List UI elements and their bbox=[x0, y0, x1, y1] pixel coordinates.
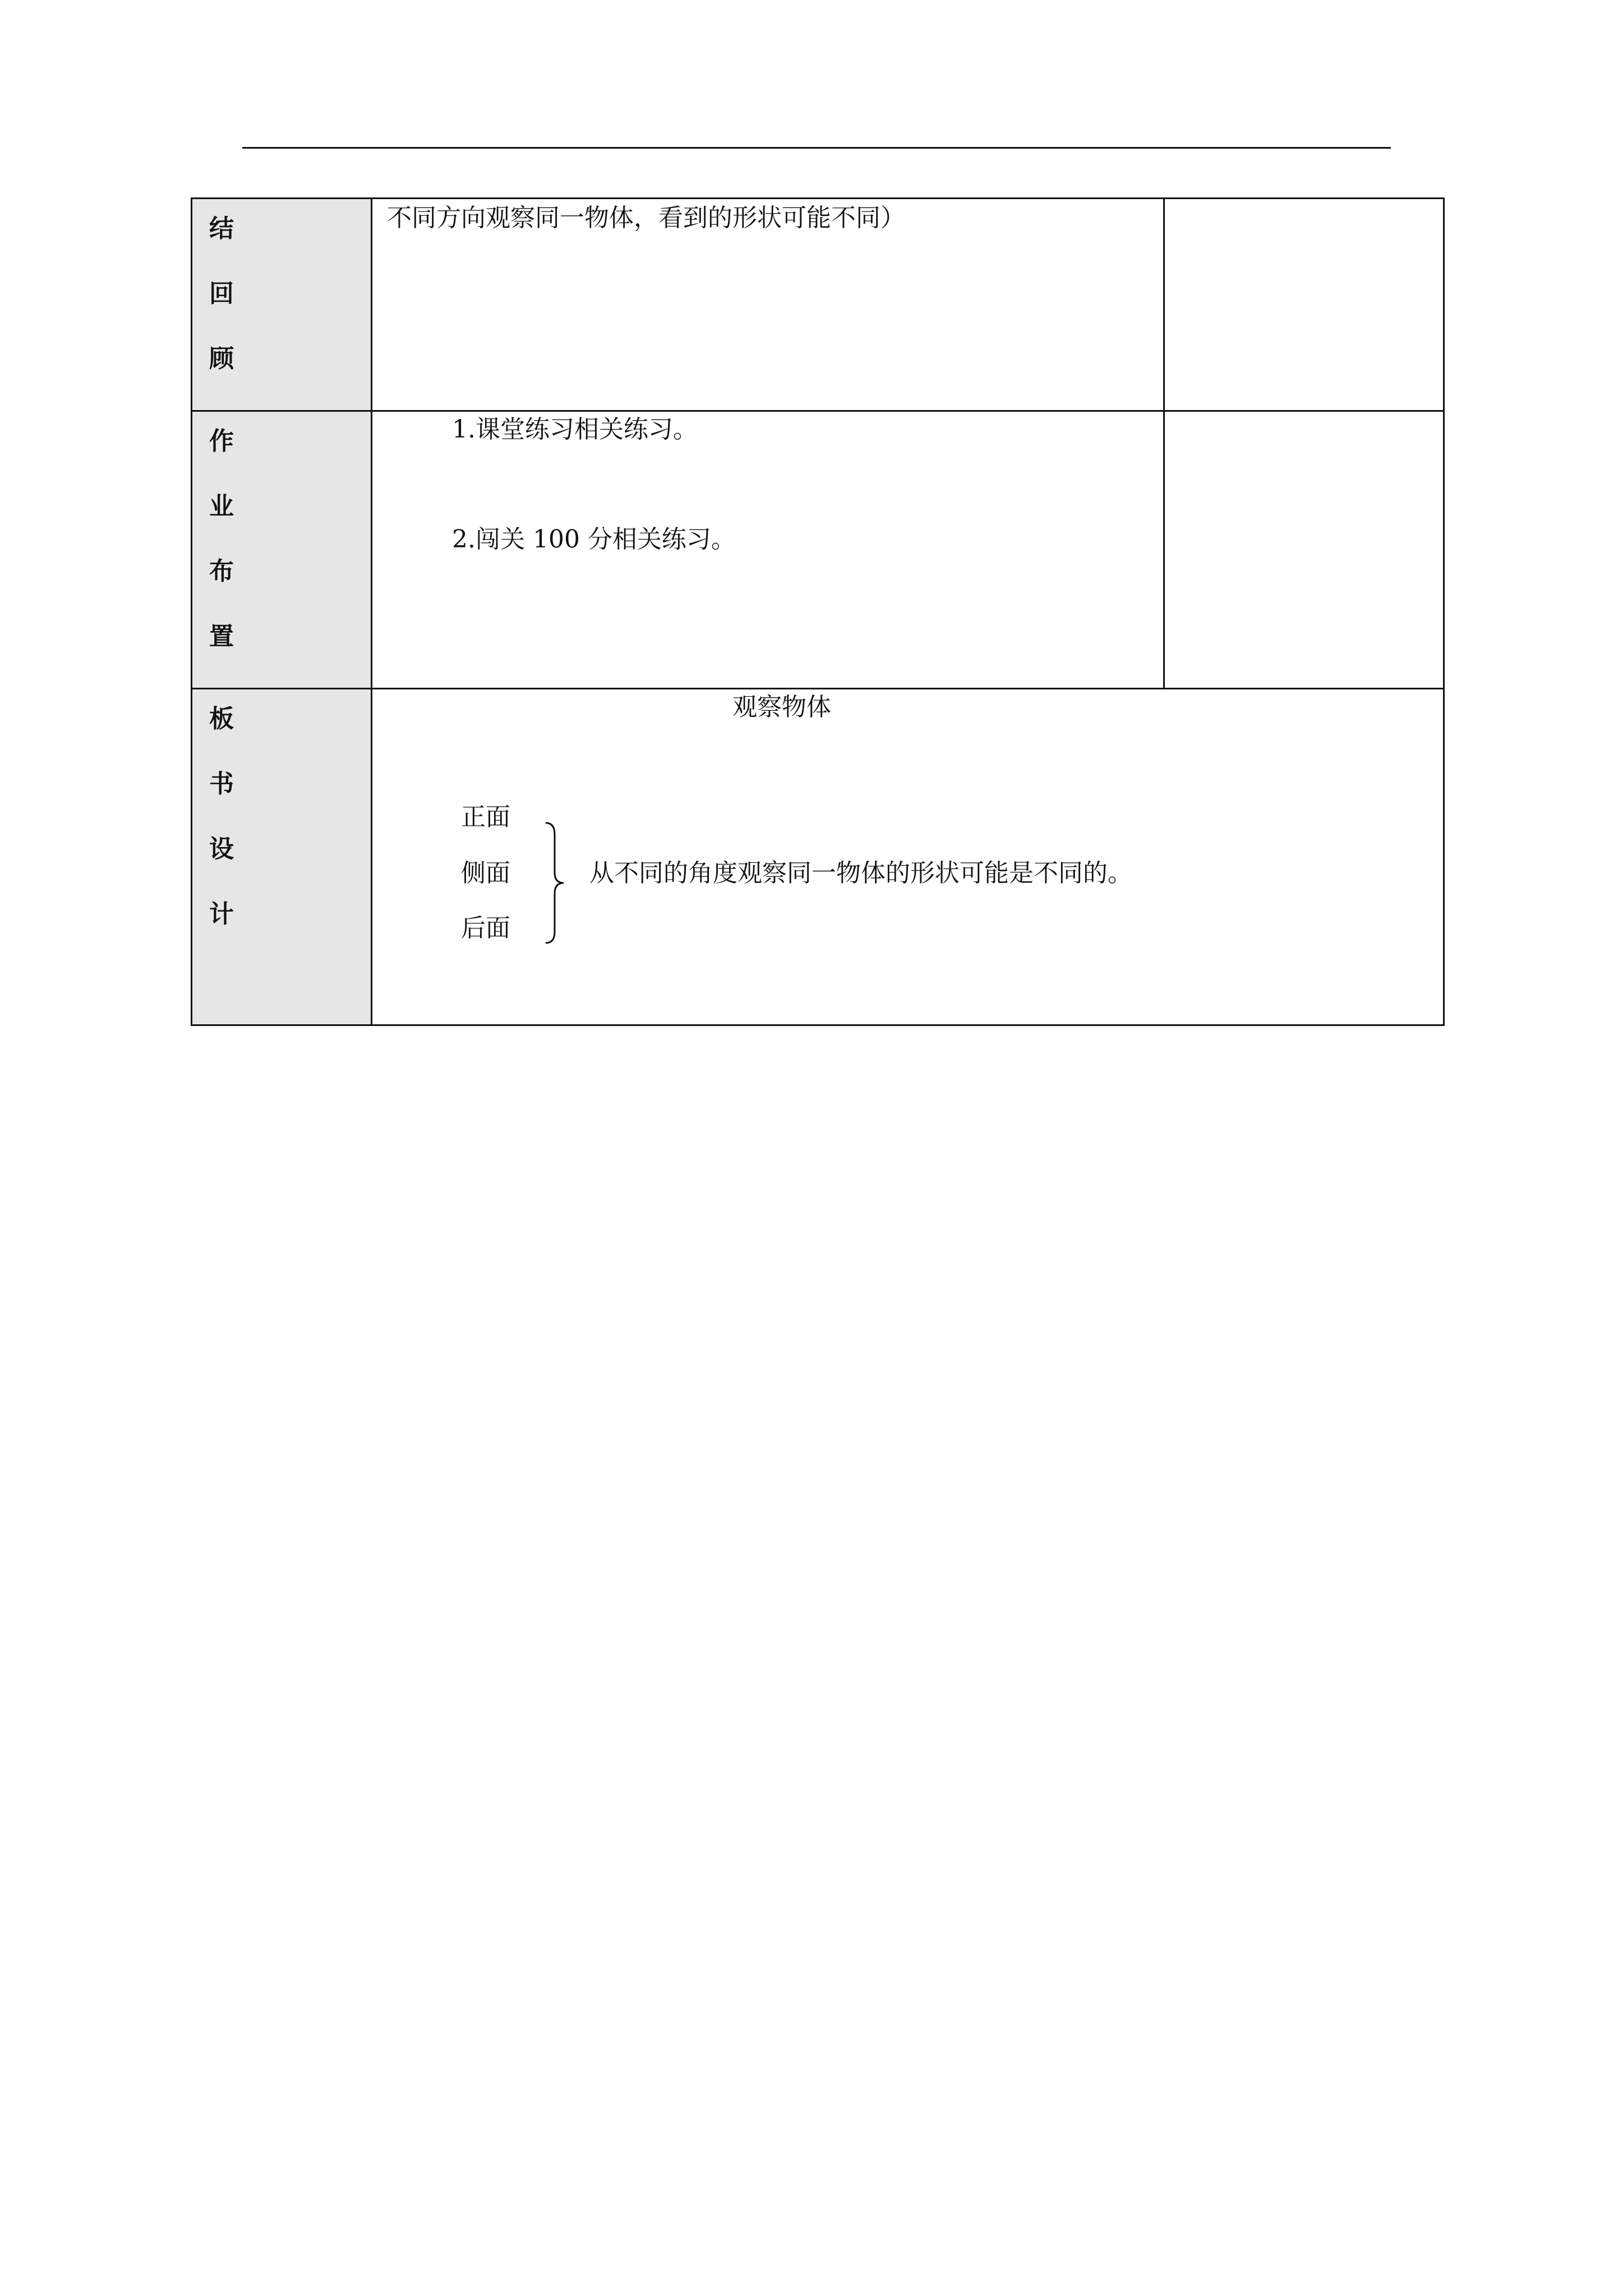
board-title: 观察物体 bbox=[732, 693, 831, 721]
label-char: 作 bbox=[209, 427, 234, 455]
board-conclusion: 从不同的角度观察同一物体的形状可能是不同的。 bbox=[589, 859, 1132, 887]
view-label-back: 后面 bbox=[461, 914, 510, 942]
label-cell-board bbox=[192, 689, 372, 1025]
label-cell-summary bbox=[192, 199, 372, 411]
label-char: 置 bbox=[209, 622, 234, 651]
homework-item-1: 1.课堂练习相关练习。 bbox=[452, 415, 698, 444]
table-row-board bbox=[192, 689, 1444, 1025]
label-char: 布 bbox=[209, 557, 234, 586]
side-cell-summary bbox=[1164, 199, 1444, 411]
label-char: 回 bbox=[209, 279, 234, 308]
summary-text: 不同方向观察同一物体，看到的形状可能不同） bbox=[387, 204, 905, 232]
label-cell-homework bbox=[192, 411, 372, 689]
content-cell-summary bbox=[372, 199, 1164, 411]
lesson-plan-table bbox=[191, 197, 1445, 1026]
view-label-side: 侧面 bbox=[461, 859, 510, 887]
view-label-front: 正面 bbox=[461, 803, 510, 831]
label-char: 计 bbox=[209, 900, 234, 928]
header-rule bbox=[242, 147, 1391, 149]
label-char: 顾 bbox=[209, 344, 234, 373]
homework-item-2: 2.闯关 100 分相关练习。 bbox=[452, 525, 736, 554]
label-char: 设 bbox=[209, 835, 234, 863]
content-cell-board bbox=[372, 689, 1444, 1025]
row-label-board bbox=[192, 689, 371, 965]
curly-brace-icon bbox=[543, 822, 566, 944]
label-char: 书 bbox=[209, 770, 234, 798]
table-row-homework bbox=[192, 411, 1444, 689]
label-char: 板 bbox=[209, 705, 234, 733]
side-cell-homework bbox=[1164, 411, 1444, 689]
row-label-summary bbox=[192, 199, 371, 410]
content-cell-homework bbox=[372, 411, 1164, 689]
label-char: 业 bbox=[209, 492, 234, 521]
table-row-summary bbox=[192, 199, 1444, 411]
label-char: 结 bbox=[209, 214, 234, 243]
row-label-homework bbox=[192, 412, 371, 688]
